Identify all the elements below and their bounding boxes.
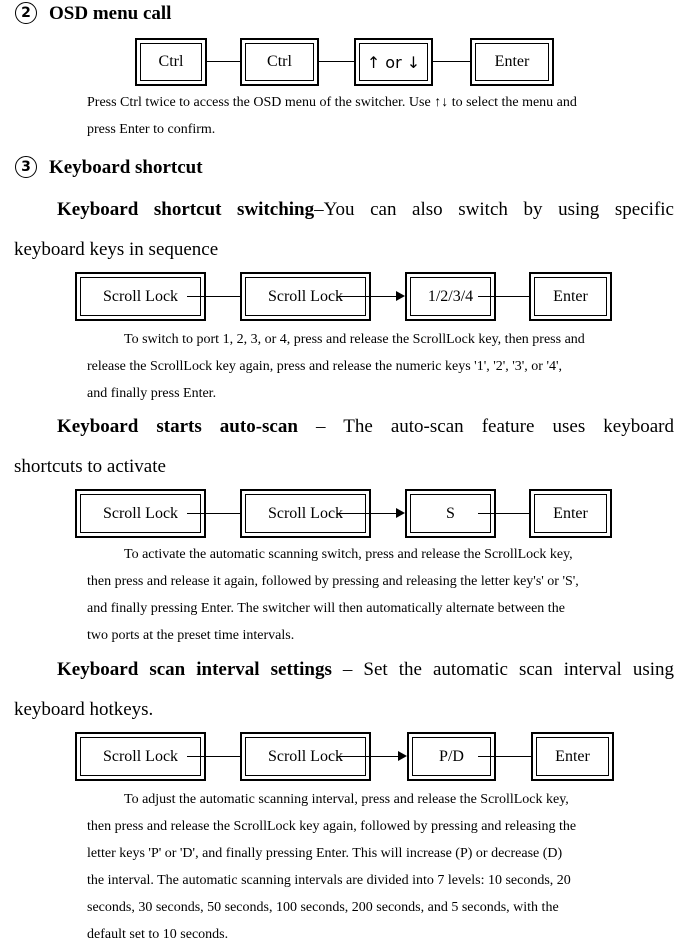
text-line: and finally pressing Enter. The switcher will then automatically alternate between the [87,601,565,616]
key-label: Scroll Lock [102,287,179,305]
key-enter [529,489,612,538]
text-line: and finally press Enter. [87,386,217,401]
switching-intro-cont: keyboard keys in sequence [14,239,219,260]
text-line: then press and release the ScrollLock key again, followed by pressing and releasing the [87,819,577,834]
text-line: press Enter to confirm. [87,122,216,137]
text-line: then press and release it again, followed by pressing and releasing the letter key's' or 'S', [87,574,579,589]
key-label: Enter [555,747,590,765]
key-ctrl-1 [135,38,207,86]
connector-line [433,61,470,62]
connector-line [337,513,397,514]
key-label: 1/2/3/4 [427,287,474,305]
key-label: Enter [494,53,530,70]
autoscan-title: Keyboard starts auto-scan [57,416,298,437]
connector-line [478,296,529,297]
key-enter [531,732,614,781]
autoscan-description [87,541,662,649]
key-enter [529,272,612,321]
text-span: – Set the automatic scan interval using [331,659,674,680]
switching-title: Keyboard shortcut switching [57,199,315,220]
circled-number: 2 [15,2,37,24]
text-line: seconds, 30 seconds, 50 seconds, 100 seconds, 200 seconds, and 5 seconds, with the [87,900,559,915]
circled-number: 3 [15,156,37,178]
key-label: Scroll Lock [102,747,179,765]
text-line: Press Ctrl twice to access the OSD menu of the switcher. Use ↑↓ to select the menu and [87,95,577,110]
key-label: ↑ or ↓ [366,52,421,72]
interval-intro [57,650,674,690]
autoscan-intro-cont: shortcuts to activate [14,456,166,477]
key-label: Enter [553,287,588,305]
switching-description [87,326,662,407]
connector-line [478,756,531,757]
key-enter [470,38,554,86]
text-line: two ports at the preset time intervals. [87,628,295,643]
osd-description [87,89,657,143]
text-line: To adjust the automatic scanning interval, press and release the ScrollLock key, [124,792,569,807]
key-arrows [354,38,433,86]
interval-intro-cont: keyboard hotkeys. [14,699,154,720]
text-span: –You can also switch by using specific [314,199,674,220]
shortcut-heading [15,156,203,179]
connector-line [319,61,354,62]
arrow-right-icon [396,508,405,518]
key-label: Scroll Lock [267,287,344,305]
text-line: release the ScrollLock key again, press and release the numeric keys '1', '2', '3', or '4', [87,359,563,374]
key-label: Ctrl [158,53,184,70]
key-label: Enter [553,504,588,522]
connector-line [337,756,399,757]
connector-line [187,513,240,514]
key-label: P/D [439,747,464,765]
text-line: letter keys 'P' or 'D', and finally pressing Enter. This will increase (P) or decrease (D) [87,846,563,861]
key-label: Scroll Lock [267,504,344,522]
text-line: the interval. The automatic scanning intervals are divided into 7 levels: 10 seconds, 20 [87,873,571,888]
switching-intro [57,190,674,230]
text-line: To switch to port 1, 2, 3, or 4, press and release the ScrollLock key, then press and [124,332,585,347]
key-label: Scroll Lock [267,747,344,765]
osd-title: OSD menu call [49,3,172,24]
connector-line [187,296,240,297]
text-line: To activate the automatic scanning switch, press and release the ScrollLock key, [124,547,573,562]
autoscan-intro [57,407,674,447]
arrow-right-icon [396,291,405,301]
interval-description [87,786,662,948]
key-label: S [446,504,455,522]
connector-line [337,296,397,297]
text-span: – The auto-scan feature uses keyboard [316,416,674,437]
key-label: Ctrl [267,53,292,70]
text-line: default set to 10 seconds. [87,927,229,942]
arrow-right-icon [398,751,407,761]
key-ctrl-2 [240,38,319,86]
shortcut-title: Keyboard shortcut [49,157,203,178]
connector-line [207,61,240,62]
connector-line [478,513,529,514]
key-label: Scroll Lock [102,504,179,522]
osd-heading [15,2,171,25]
interval-title: Keyboard scan interval settings [57,659,332,680]
connector-line [187,756,240,757]
